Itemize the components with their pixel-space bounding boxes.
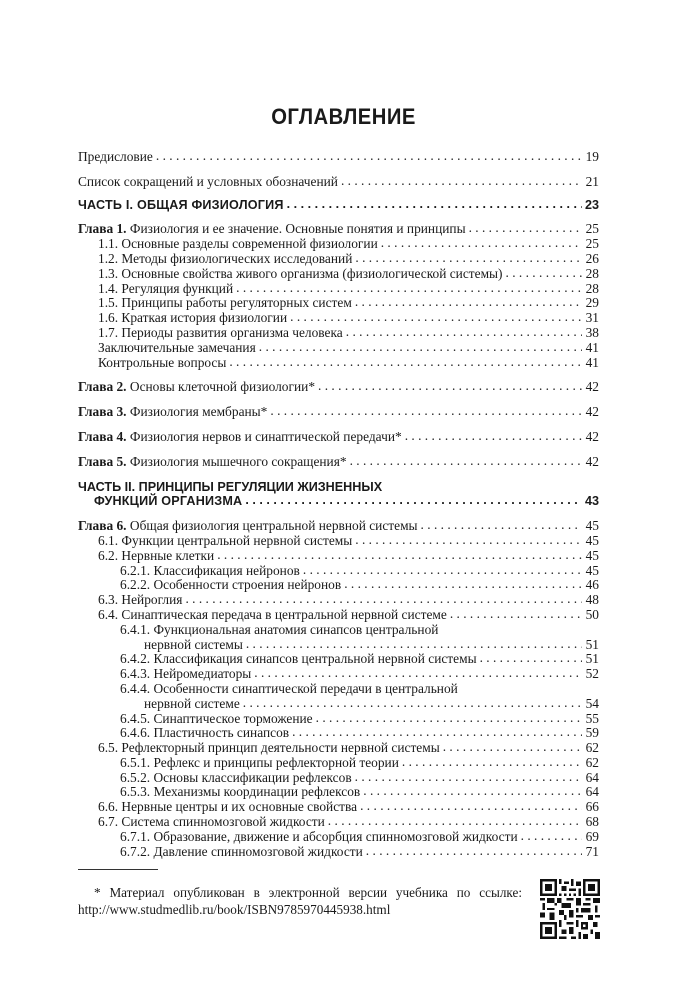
toc-entry <box>78 326 599 341</box>
toc-entry-text: Физиология мышечного сокращения* <box>129 453 347 469</box>
qr-code-icon <box>540 879 600 939</box>
toc-entry <box>78 697 599 712</box>
toc-entry-text: ЧАСТЬ I. ОБЩАЯ ФИЗИОЛОГИЯ <box>78 197 284 212</box>
toc-entry-text: 1.1. Основные разделы современной физиологии <box>98 236 378 252</box>
chapter-label: Глава 2. <box>78 379 127 395</box>
toc-chapter-entry <box>78 430 599 445</box>
dot-leader <box>355 295 582 310</box>
toc-page-number: 51 <box>585 651 599 667</box>
toc-page-number: 41 <box>585 339 599 355</box>
toc-page-number: 69 <box>585 828 599 844</box>
toc-entry <box>78 252 599 267</box>
toc-chapter-entry <box>78 455 599 470</box>
toc-entry <box>78 712 599 727</box>
toc-entry <box>78 771 599 786</box>
toc-entry-text: 6.7.1. Образование, движение и абсорбция спинномозговой жидкости <box>120 828 518 844</box>
toc-page-number: 41 <box>585 354 599 370</box>
toc-entry-text: ФУНКЦИЙ ОРГАНИЗМА <box>94 494 243 509</box>
toc-page-number: 52 <box>585 666 599 682</box>
toc-entry <box>78 564 599 579</box>
toc-entry <box>78 741 599 756</box>
toc-page-number: 64 <box>585 769 599 785</box>
dot-leader <box>303 563 582 578</box>
dot-leader <box>229 355 582 370</box>
toc-entry <box>78 785 599 800</box>
toc-entry <box>78 652 599 667</box>
toc-entry-text: нервной системе <box>144 695 240 711</box>
toc-entry <box>78 549 599 564</box>
toc-page-number: 25 <box>585 221 599 237</box>
dot-leader <box>360 799 582 814</box>
toc-entry <box>78 534 599 549</box>
chapter-label: Глава 4. <box>78 428 127 444</box>
toc-entry <box>78 845 599 860</box>
toc-entry <box>78 830 599 845</box>
toc-page-number: 21 <box>585 173 599 189</box>
toc-entry <box>78 237 599 252</box>
table-of-contents <box>78 150 599 859</box>
dot-leader <box>254 666 582 681</box>
dot-leader <box>355 251 582 266</box>
toc-page-number: 55 <box>585 710 599 726</box>
toc-entry-text: Физиология и ее значение. Основные понятия и принципы <box>129 221 466 237</box>
dot-leader <box>259 340 582 355</box>
toc-page-number: 62 <box>585 754 599 770</box>
dot-leader <box>328 814 582 829</box>
dot-leader <box>270 404 582 419</box>
dot-leader <box>469 221 582 236</box>
toc-entry <box>78 356 599 371</box>
toc-entry <box>78 296 599 311</box>
toc-entry <box>78 267 599 282</box>
toc-entry-text: 6.4. Синаптическая передача в центральной нервной системе <box>98 606 447 622</box>
toc-entry-text: 6.4.6. Пластичность синапсов <box>120 725 290 741</box>
toc-page-number: 66 <box>585 799 599 815</box>
toc-entry-text: 6.2.2. Особенности строения нейронов <box>120 577 342 593</box>
toc-page-number: 64 <box>585 784 599 800</box>
dot-leader <box>290 310 582 325</box>
toc-entry <box>78 175 599 190</box>
dot-leader <box>521 829 582 844</box>
dot-leader <box>450 607 582 622</box>
toc-entry-text: 1.5. Принципы работы регуляторных систем <box>98 295 352 311</box>
toc-entry-text: 6.2.1. Классификация нейронов <box>120 562 300 578</box>
toc-page-number: 45 <box>585 562 599 578</box>
toc-entry-text: 1.7. Периоды развития организма человека <box>98 324 343 340</box>
toc-chapter-entry <box>78 222 599 237</box>
dot-leader <box>185 592 582 607</box>
dot-leader <box>236 281 582 296</box>
toc-entry-text: Предисловие <box>78 149 153 164</box>
toc-page-number: 45 <box>585 547 599 563</box>
toc-page-number: 45 <box>585 532 599 548</box>
toc-page-number: 50 <box>585 606 599 622</box>
toc-entry <box>78 815 599 830</box>
dot-leader <box>346 325 582 340</box>
toc-entry <box>78 341 599 356</box>
toc-entry-text: 6.6. Нервные центры и их основные свойства <box>98 799 358 815</box>
toc-entry <box>78 578 599 593</box>
toc-page-number: 29 <box>585 295 599 311</box>
toc-entry-text: Основы клеточной физиологии* <box>129 379 316 395</box>
toc-page-number: 31 <box>585 310 599 326</box>
footnote-separator <box>78 869 158 870</box>
dot-leader <box>405 429 582 444</box>
toc-page-number: 46 <box>585 577 599 593</box>
toc-entry <box>78 311 599 326</box>
toc-page-number: 71 <box>585 843 599 859</box>
toc-part-title-line: ЧАСТЬ II. ПРИНЦИПЫ РЕГУЛЯЦИИ ЖИЗНЕННЫХ <box>78 479 383 494</box>
dot-leader <box>355 770 582 785</box>
toc-page-number: 51 <box>585 636 599 652</box>
dot-leader <box>156 149 582 164</box>
dot-leader <box>246 637 582 652</box>
toc-page-number: 43 <box>584 494 599 509</box>
toc-entry-text: Список сокращений и условных обозначений <box>78 173 338 189</box>
toc-entry-text: 6.2. Нервные клетки <box>98 547 215 563</box>
toc-entry-text: Общая физиология центральной нервной системы <box>129 518 418 534</box>
toc-entry-text: 6.5.3. Механизмы координации рефлексов <box>120 784 361 800</box>
toc-entry-text: 6.1. Функции центральной нервной системы <box>98 532 353 548</box>
toc-entry <box>78 150 599 165</box>
toc-entry-text: Физиология нервов и синаптической передачи* <box>129 428 402 444</box>
toc-entry-text: 6.3. Нейроглия <box>98 592 183 608</box>
dot-leader <box>506 266 582 281</box>
toc-entry-text: 6.4.5. Синаптическое торможение <box>120 710 313 726</box>
dot-leader <box>480 651 582 666</box>
toc-entry <box>78 608 599 623</box>
toc-entry <box>78 800 599 815</box>
chapter-label: Глава 5. <box>78 453 127 469</box>
toc-page-number: 62 <box>585 740 599 756</box>
toc-page-number: 42 <box>585 379 599 395</box>
dot-leader <box>344 577 582 592</box>
dot-leader <box>318 379 582 394</box>
toc-chapter-entry <box>78 380 599 395</box>
dot-leader <box>355 533 582 548</box>
toc-page-number: 42 <box>585 428 599 444</box>
toc-part-entry <box>78 494 599 509</box>
toc-entry-text: 6.5.1. Рефлекс и принципы рефлекторной теории <box>120 754 399 770</box>
toc-entry-text: 1.6. Краткая история физиологии <box>98 310 288 326</box>
toc-chapter-entry <box>78 405 599 420</box>
toc-entry-text: 1.4. Регуляция функций <box>98 280 234 296</box>
toc-page-number: 25 <box>585 236 599 252</box>
toc-entry-text: Физиология мембраны* <box>129 404 268 420</box>
page-title: ОГЛАВЛЕНИЕ <box>271 104 416 129</box>
dot-leader <box>363 784 582 799</box>
toc-page-number: 48 <box>585 592 599 608</box>
dot-leader <box>217 548 582 563</box>
toc-entry <box>78 667 599 682</box>
toc-entry-text: Заключительные замечания <box>98 339 256 355</box>
toc-entry-text: 1.2. Методы физиологических исследований <box>98 250 353 266</box>
toc-page-number: 26 <box>585 250 599 266</box>
toc-entry-text: 1.3. Основные свойства живого организма (физиологической системы) <box>98 265 503 281</box>
toc-entry-first-line: 6.4.4. Особенности синаптической передачи в центральной <box>120 680 458 696</box>
dot-leader <box>316 711 582 726</box>
dot-leader <box>350 454 582 469</box>
toc-page-number: 38 <box>585 324 599 340</box>
toc-entry <box>78 726 599 741</box>
dot-leader <box>243 696 582 711</box>
toc-entry-text: 6.5. Рефлекторный принцип деятельности нервной системы <box>98 740 440 756</box>
footnote <box>78 884 522 918</box>
dot-leader <box>341 174 582 189</box>
footnote-link[interactable]: http://www.studmedlib.ru/book/ISBN9785970445938.html <box>78 902 391 917</box>
toc-page-number: 45 <box>585 518 599 534</box>
toc-page-number: 19 <box>585 149 599 164</box>
footnote-text: * Материал опубликован в электронной версии учебника по ссылке: <box>94 885 522 900</box>
toc-page-number: 28 <box>585 265 599 281</box>
dot-leader <box>443 740 582 755</box>
toc-entry-text: 6.7. Система спинномозговой жидкости <box>98 814 325 830</box>
toc-entry-text: 6.7.2. Давление спинномозговой жидкости <box>120 843 363 859</box>
dot-leader <box>287 197 582 212</box>
dot-leader <box>421 518 582 533</box>
dot-leader <box>381 236 582 251</box>
toc-entry-text: 6.5.2. Основы классификации рефлексов <box>120 769 352 785</box>
toc-entry-text: 6.4.3. Нейромедиаторы <box>120 666 252 682</box>
dot-leader <box>402 755 582 770</box>
toc-entry-text: Контрольные вопросы <box>98 354 227 370</box>
toc-entry-first-line: 6.4.1. Функциональная анатомия синапсов центральной <box>120 621 439 637</box>
chapter-label: Глава 1. <box>78 221 127 237</box>
chapter-label: Глава 3. <box>78 404 127 420</box>
toc-part-entry <box>78 198 599 213</box>
toc-entry <box>78 593 599 608</box>
toc-chapter-entry <box>78 519 599 534</box>
chapter-label: Глава 6. <box>78 518 127 534</box>
dot-leader <box>292 725 582 740</box>
toc-page-number: 28 <box>585 280 599 296</box>
toc-page-number: 42 <box>585 453 599 469</box>
dot-leader <box>245 493 582 508</box>
toc-page-number: 23 <box>584 197 599 212</box>
toc-entry <box>78 638 599 653</box>
toc-page-number: 42 <box>585 404 599 420</box>
toc-entry <box>78 756 599 771</box>
toc-entry <box>78 282 599 297</box>
toc-entry-text: 6.4.2. Классификация синапсов центральной нервной системы <box>120 651 477 667</box>
toc-entry-text: нервной системы <box>144 636 243 652</box>
toc-page-number: 68 <box>585 814 599 830</box>
toc-page-number: 54 <box>585 695 599 711</box>
toc-page-number: 59 <box>585 725 599 741</box>
dot-leader <box>366 844 582 859</box>
